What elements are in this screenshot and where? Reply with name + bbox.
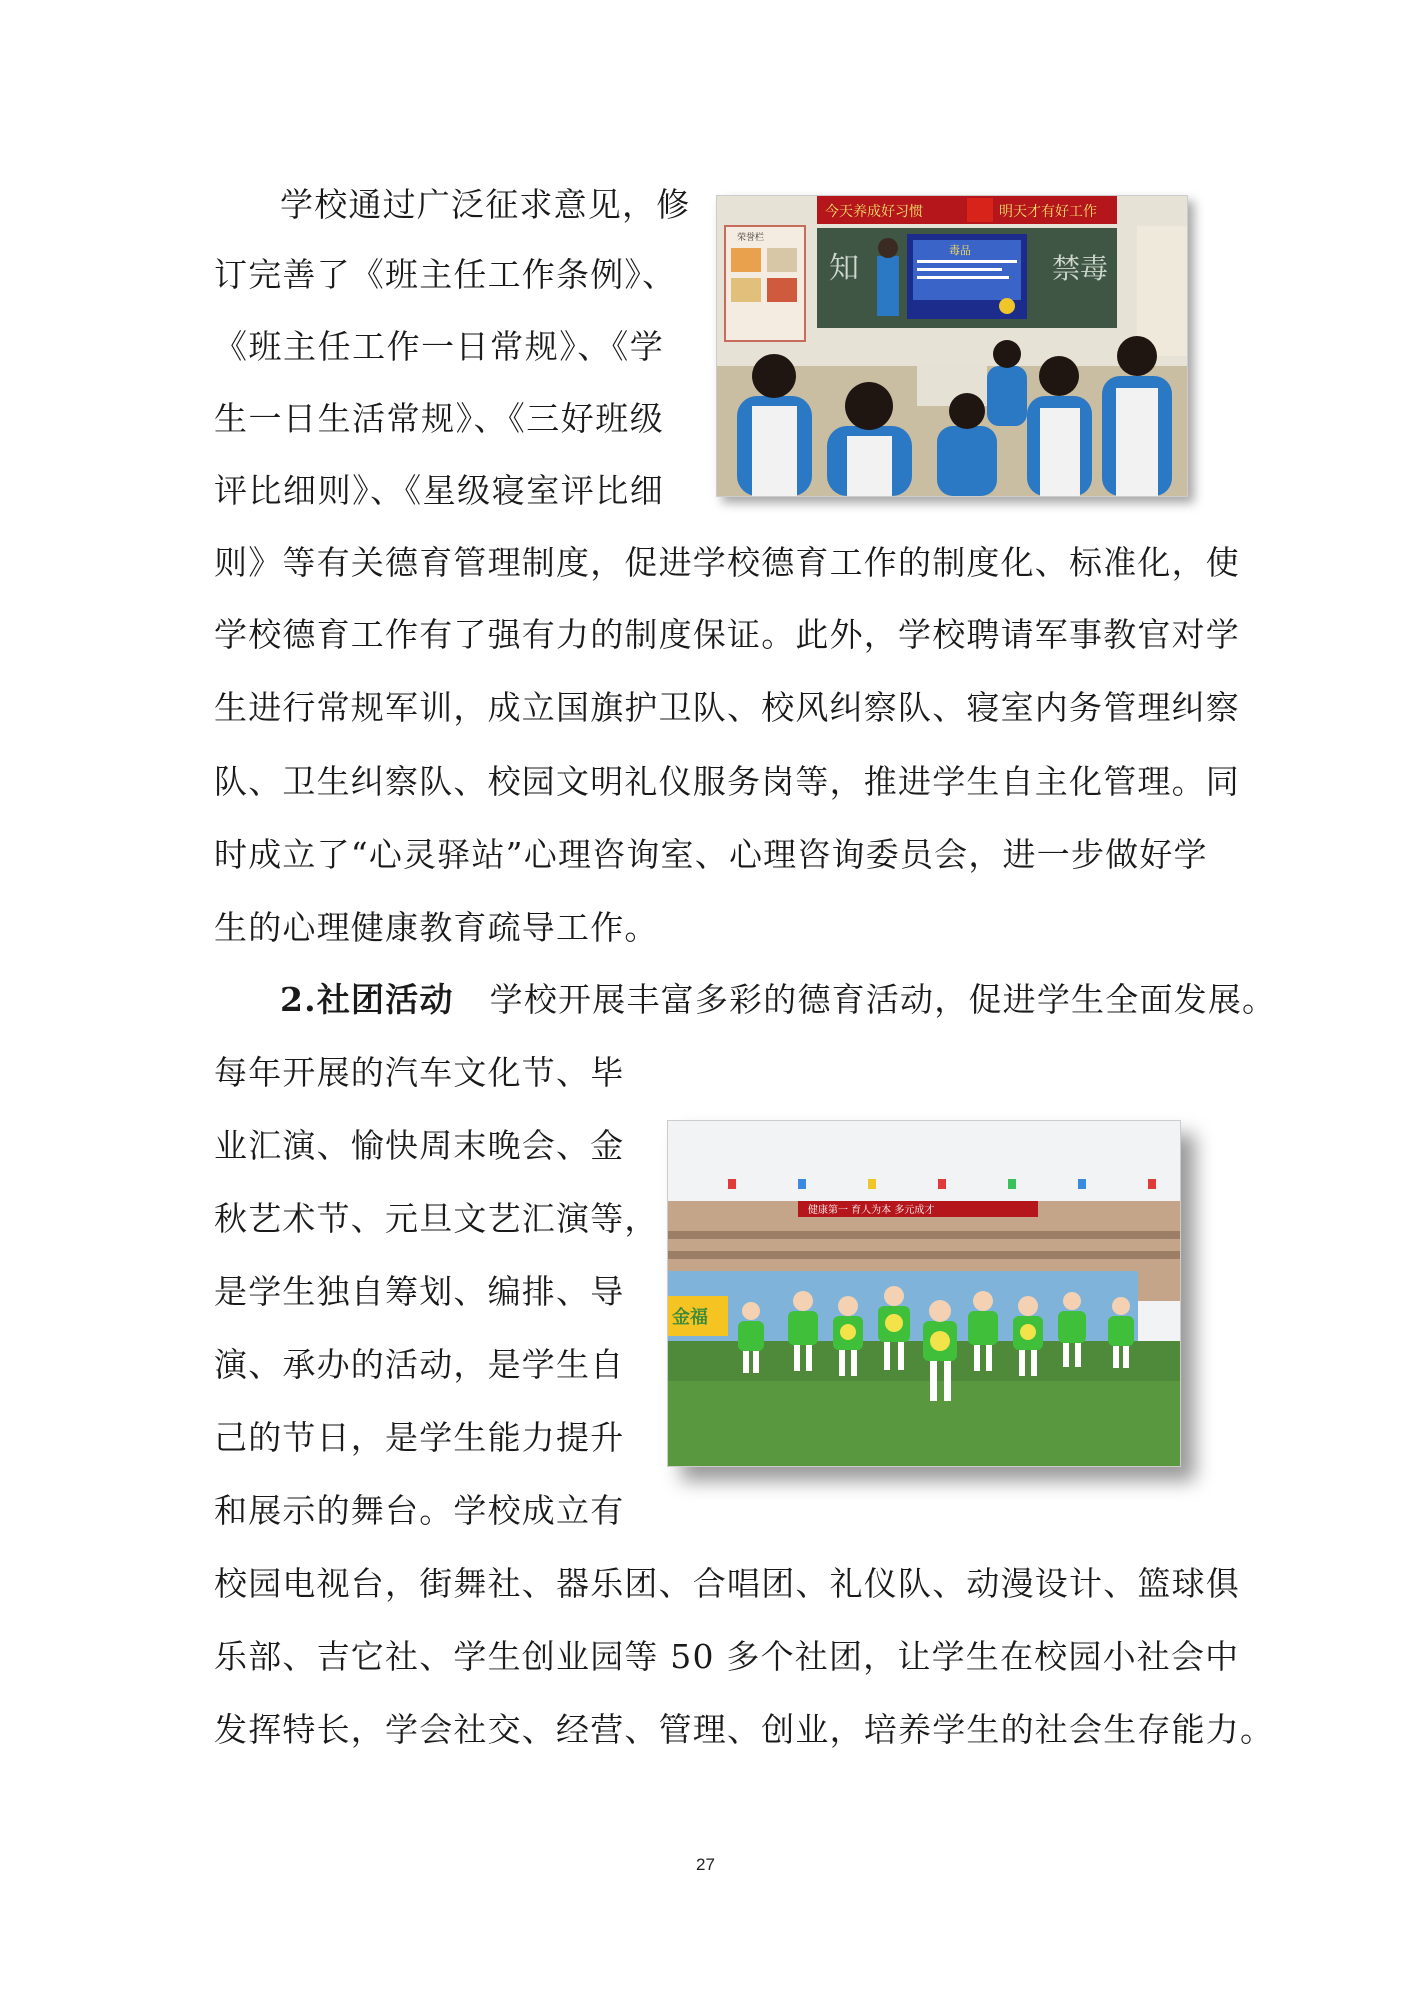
section2-line-7: 和展示的舞台。学校成立有 — [214, 1491, 625, 1530]
dance-performance-photo — [667, 1120, 1181, 1467]
screen-title: 毒品 — [949, 244, 971, 257]
section2-heading: 2.社团活动 — [280, 980, 454, 1019]
classroom-banner-right: 明天才有好工作 — [999, 204, 1097, 220]
page-number: 27 — [696, 1855, 715, 1874]
paragraph1-line-2: 订完善了《班主任工作条例》、 — [214, 255, 677, 294]
backdrop-text: 金福 — [672, 1307, 708, 1328]
blackboard-right-chars: 禁毒 — [1052, 252, 1109, 285]
section2-line-6: 己的节日，是学生能力提升 — [214, 1418, 625, 1457]
blackboard-left-char: 知 — [829, 251, 859, 286]
paragraph1-line-5: 评比细则》、《星级寝室评比细 — [214, 471, 664, 510]
paragraph1-line-1: 学校通过广泛征求意见，修 — [280, 185, 691, 224]
paragraph1-line-6: 则》等有关德育管理制度，促进学校德育工作的制度化、标准化，使 — [214, 543, 1240, 582]
paragraph1-line-8: 生进行常规军训，成立国旗护卫队、校风纠察队、寝室内务管理纠察 — [214, 688, 1240, 727]
section2-line-5: 演、承办的活动，是学生自 — [214, 1345, 625, 1384]
paragraph1-line-4: 生一日生活常规》、《三好班级 — [214, 399, 664, 438]
section2-line-1: 每年开展的汽车文化节、毕 — [214, 1053, 625, 1092]
section2-line-10: 发挥特长，学会社交、经营、管理、创业，培养学生的社会生存能力。 — [214, 1710, 1275, 1749]
paragraph1-line-9: 队、卫生纠察队、校园文明礼仪服务岗等，推进学生自主化管理。同 — [214, 762, 1240, 801]
paragraph1-line-3: 《班主任工作一日常规》、《学 — [214, 327, 664, 366]
building-sign: 健康第一 育人为本 多元成才 — [808, 1205, 935, 1216]
paragraph1-line-7: 学校德育工作有了强有力的制度保证。此外，学校聘请军事教官对学 — [214, 615, 1240, 654]
classroom-banner-left: 今天养成好习惯 — [825, 204, 923, 220]
section2-line-8: 校园电视台，街舞社、器乐团、合唱团、礼仪队、动漫设计、篮球俱 — [214, 1564, 1240, 1603]
section2-line-2: 业汇演、愉快周末晚会、金 — [214, 1126, 625, 1165]
paragraph1-line-11: 生的心理健康教育疏导工作。 — [214, 908, 659, 947]
section2-line-3: 秋艺术节、元旦文艺汇演等， — [214, 1199, 659, 1238]
section2-intro: 学校开展丰富多彩的德育活动，促进学生全面发展。 — [489, 980, 1277, 1019]
classroom-wall-label: 荣誉栏 — [737, 233, 765, 243]
section2-first-line — [280, 980, 1276, 1020]
section2-line-9: 乐部、吉它社、学生创业园等 50 多个社团，让学生在校园小社会中 — [214, 1637, 1240, 1676]
classroom-photo — [716, 195, 1188, 497]
section2-line-4: 是学生独自筹划、编排、导 — [214, 1272, 625, 1311]
paragraph1-line-10: 时成立了“心灵驿站”心理咨询室、心理咨询委员会，进一步做好学 — [214, 835, 1208, 874]
